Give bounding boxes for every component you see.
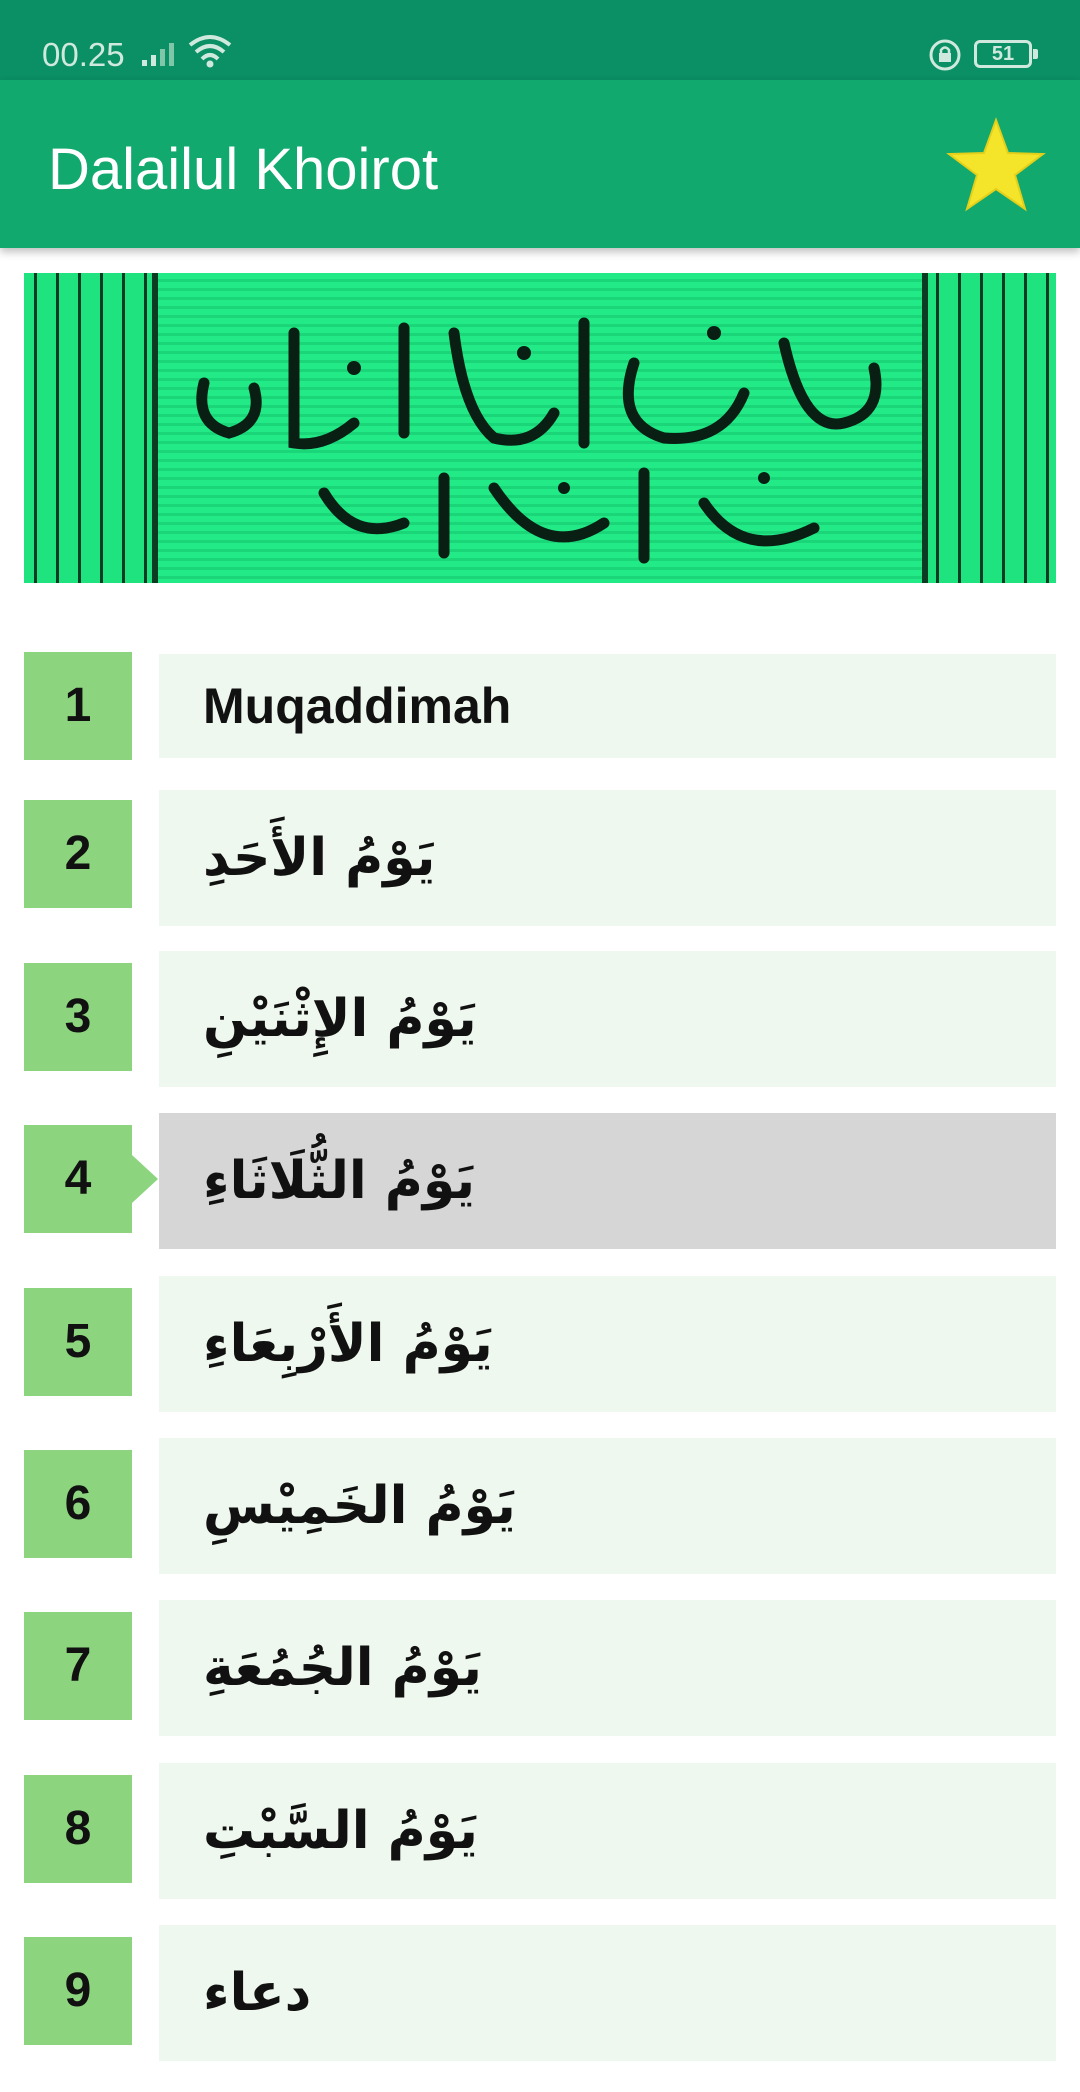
list-item[interactable] — [24, 800, 1056, 936]
item-label: يَوْمُ الخَمِيْسِ — [203, 1476, 516, 1536]
wifi-icon — [188, 34, 232, 68]
item-card[interactable] — [159, 1113, 1056, 1249]
app-title: Dalailul Khoirot — [48, 137, 439, 202]
status-time: 00.25 — [42, 36, 125, 73]
list-item[interactable] — [24, 1775, 1056, 1911]
item-card[interactable] — [159, 1438, 1056, 1574]
item-number-badge: 1 — [24, 652, 132, 760]
item-card[interactable] — [159, 1763, 1056, 1899]
item-label: يَوْمُ الأَحَدِ — [203, 828, 436, 888]
status-bar — [0, 0, 1080, 80]
item-card[interactable] — [159, 951, 1056, 1087]
item-label: دعاء — [203, 1963, 312, 2023]
lock-icon — [928, 38, 962, 72]
item-number-badge: 5 — [24, 1288, 132, 1396]
list-item[interactable] — [24, 652, 1056, 788]
list-item[interactable] — [24, 1450, 1056, 1586]
signal-icon — [140, 40, 180, 68]
list-item[interactable] — [24, 1288, 1056, 1424]
item-label: Muqaddimah — [203, 678, 512, 734]
item-card[interactable] — [159, 1925, 1056, 2061]
list-item-selected[interactable] — [24, 1125, 1056, 1261]
calligraphy-art — [24, 273, 1056, 583]
item-label: يَوْمُ الإِثْنَيْنِ — [203, 989, 477, 1049]
item-number-badge: 7 — [24, 1612, 132, 1720]
battery-icon: 51 — [974, 40, 1032, 68]
item-label: يَوْمُ الأَرْبِعَاءِ — [203, 1314, 493, 1374]
item-number-badge: 6 — [24, 1450, 132, 1558]
item-card[interactable] — [159, 1600, 1056, 1736]
item-card[interactable] — [159, 654, 1056, 758]
item-number-badge: 9 — [24, 1937, 132, 2045]
list-item[interactable] — [24, 1612, 1056, 1748]
app-bar — [0, 80, 1080, 248]
item-card[interactable] — [159, 1276, 1056, 1412]
banner-image — [24, 273, 1056, 583]
item-card[interactable] — [159, 790, 1056, 926]
star-icon[interactable] — [946, 116, 1046, 216]
item-label: يَوْمُ الجُمُعَةِ — [203, 1638, 482, 1698]
list-item[interactable] — [24, 963, 1056, 1099]
list-item[interactable] — [24, 1937, 1056, 2073]
item-label: يَوْمُ الثُّلَاثَاءِ — [203, 1151, 476, 1211]
item-number-badge: 3 — [24, 963, 132, 1071]
item-label: يَوْمُ السَّبْتِ — [203, 1801, 478, 1861]
item-number-badge: 8 — [24, 1775, 132, 1883]
item-number-badge: 2 — [24, 800, 132, 908]
item-number-badge: 4 — [24, 1125, 132, 1233]
